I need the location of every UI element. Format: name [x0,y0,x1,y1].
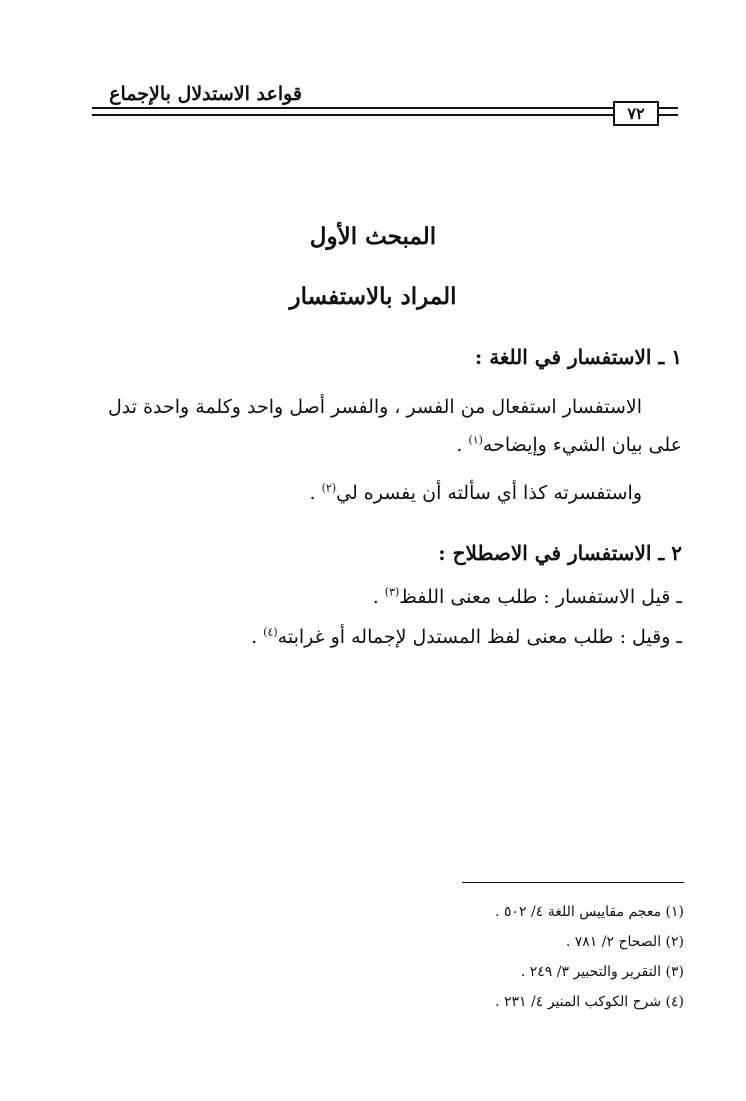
paragraph-line [310,478,642,508]
section-heading-linguistic: ١ ـ الاستفسار في اللغة : [474,345,682,369]
text-segment: ـ قيل الاستفسار : طلب معنى اللفظ [399,586,682,608]
paragraph-line: الاستفسار استفعال من الفسر ، والفسر أصل واحد وكلمة واحدة تدل [107,396,642,418]
footnote-ref-2[interactable]: (٢) [321,481,337,495]
chapter-subtitle: المراد بالاستفسار [289,283,457,310]
footnote: (٢) الصحاح ٢/ ٧٨١ . [565,934,684,950]
text-segment: . [456,434,469,456]
footnote: (٣) التقرير والتحبير ٣/ ٢٤٩ . [520,964,684,980]
text-segment: ـ وقيل : طلب معنى لفظ المستدل لإجماله أو غرابته [277,626,682,648]
paragraph-line [456,430,682,460]
footnote-separator [462,882,684,883]
footnote: (١) معجم مقاييس اللغة ٤/ ٥٠٢ . [495,904,684,920]
text-segment: . [309,482,322,504]
header-rule-bottom [92,114,614,116]
text-segment: . [251,626,264,648]
text-segment: على بيان الشيء وإيضاحه [482,434,682,456]
footnote: (٤) شرح الكوكب المنير ٤/ ٢٣١ . [495,994,684,1010]
running-title: قواعد الاستدلال بالإجماع [109,83,302,105]
header-rule-top [92,107,614,109]
page-number: ٧٢ [613,101,659,126]
paragraph-line [251,622,682,652]
footnote-ref-1[interactable]: (١) [468,433,483,447]
paragraph-line [373,582,682,612]
section-heading-terminological: ٢ ـ الاستفسار في الاصطلاح : [438,541,682,565]
header-rule-right-top [658,107,678,109]
header-rule-right-bottom [658,114,678,116]
footnote-ref-4[interactable]: (٤) [263,625,278,639]
text-segment: واستفسرته كذا أي سألته أن يفسره لي [336,482,642,504]
text-segment: . [372,586,385,608]
chapter-title: المبحث الأول [309,223,437,250]
footnote-ref-3[interactable]: (٣) [384,585,400,599]
